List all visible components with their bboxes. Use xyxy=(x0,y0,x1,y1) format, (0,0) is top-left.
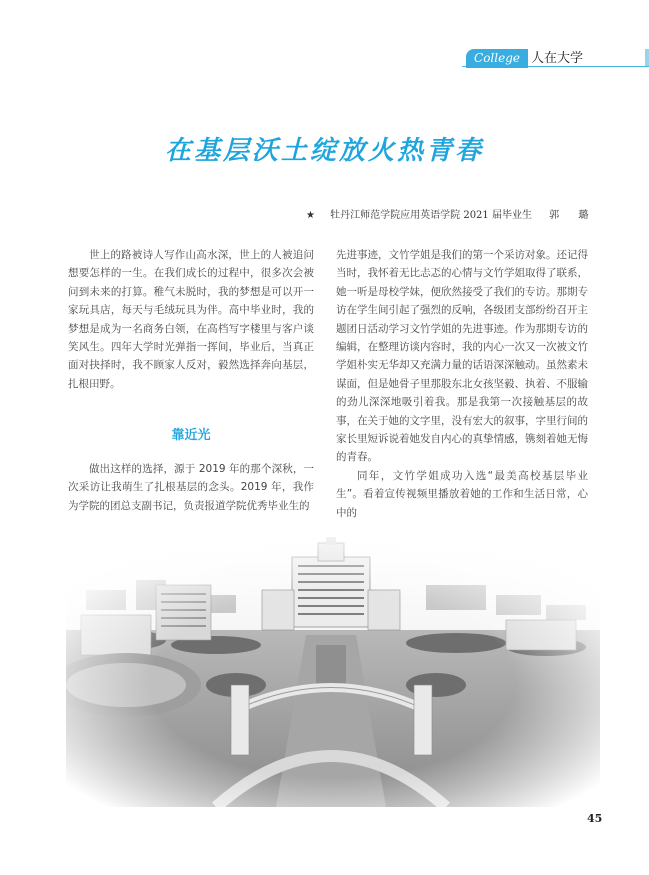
paragraph-intro: 世上的路被诗人写作山高水深，世上的人被追问想要怎样的一生。在我们成长的过程中，很多次会被问到未来的打算。稚气未脱时，我的梦想是可以开一家玩具店，每天与毛绒玩具为伴。高中毕业时，我的梦想是成为一名商务白领，在高档写字楼里与客户谈笑风生。四年大学时光弹指一挥间，毕业后，当真正面对抉择时，我不顾家人反对，毅然选择奔向基层，扎根田野。 xyxy=(68,249,314,390)
article-title: 在基层沃土绽放火热青春 xyxy=(164,136,484,166)
header-section-title: 人在大学 xyxy=(531,51,584,66)
header-accent-bar xyxy=(645,49,649,67)
left-column-bottom xyxy=(68,460,314,515)
paragraph-interview: 先进事迹，文竹学姐是我们的第一个采访对象。还记得当时，我怀着无比忐忑的心情与文竹学姐取得了联系，她一听是母校学妹，便欣然接受了我们的专访。那期专访在学生间引起了强烈的反响，各级团支部纷纷召开主题团日活动学习文竹学姐的先进事迹。作为那期专访的编辑，在整理访谈内容时，我的内心一次又一次被文竹学姐朴实无华却又充满力量的话语深深触动。虽然素未谋面，但是她骨子里那股东北女孩坚毅、执着、不服输的劲儿深深地吸引着我。那是我第一次接触基层的故事，在关于她的文字里，没有宏大的叙事，字里行间的家长里短诉说着她发自内心的真挚情感，镌刻着她无悔的青春。 xyxy=(336,249,588,464)
paragraph-selection: 同年，文竹学姐成功入选“最美高校基层毕业生”。看着宣传视频里播放着她的工作和生活日常，心中的 xyxy=(336,469,588,519)
header-tag: College xyxy=(466,49,528,68)
byline xyxy=(306,206,596,221)
section-heading: 靠近光 xyxy=(171,428,211,443)
campus-aerial-photo xyxy=(66,535,600,807)
paragraph-origin: 做出这样的选择，源于 2019 年的那个深秋，一次采访让我萌生了扎根基层的念头。2019 年，我作为学院的团总支副书记，负责报道学院优秀毕业生的 xyxy=(68,463,314,512)
right-column xyxy=(336,246,588,522)
left-column-top xyxy=(68,246,314,393)
byline-author: 郭 璐 xyxy=(549,210,597,221)
byline-organization: 牡丹江师范学院应用英语学院 2021 届毕业生 xyxy=(330,210,532,221)
star-icon: ★ xyxy=(306,210,315,221)
page-number: 45 xyxy=(587,812,603,825)
